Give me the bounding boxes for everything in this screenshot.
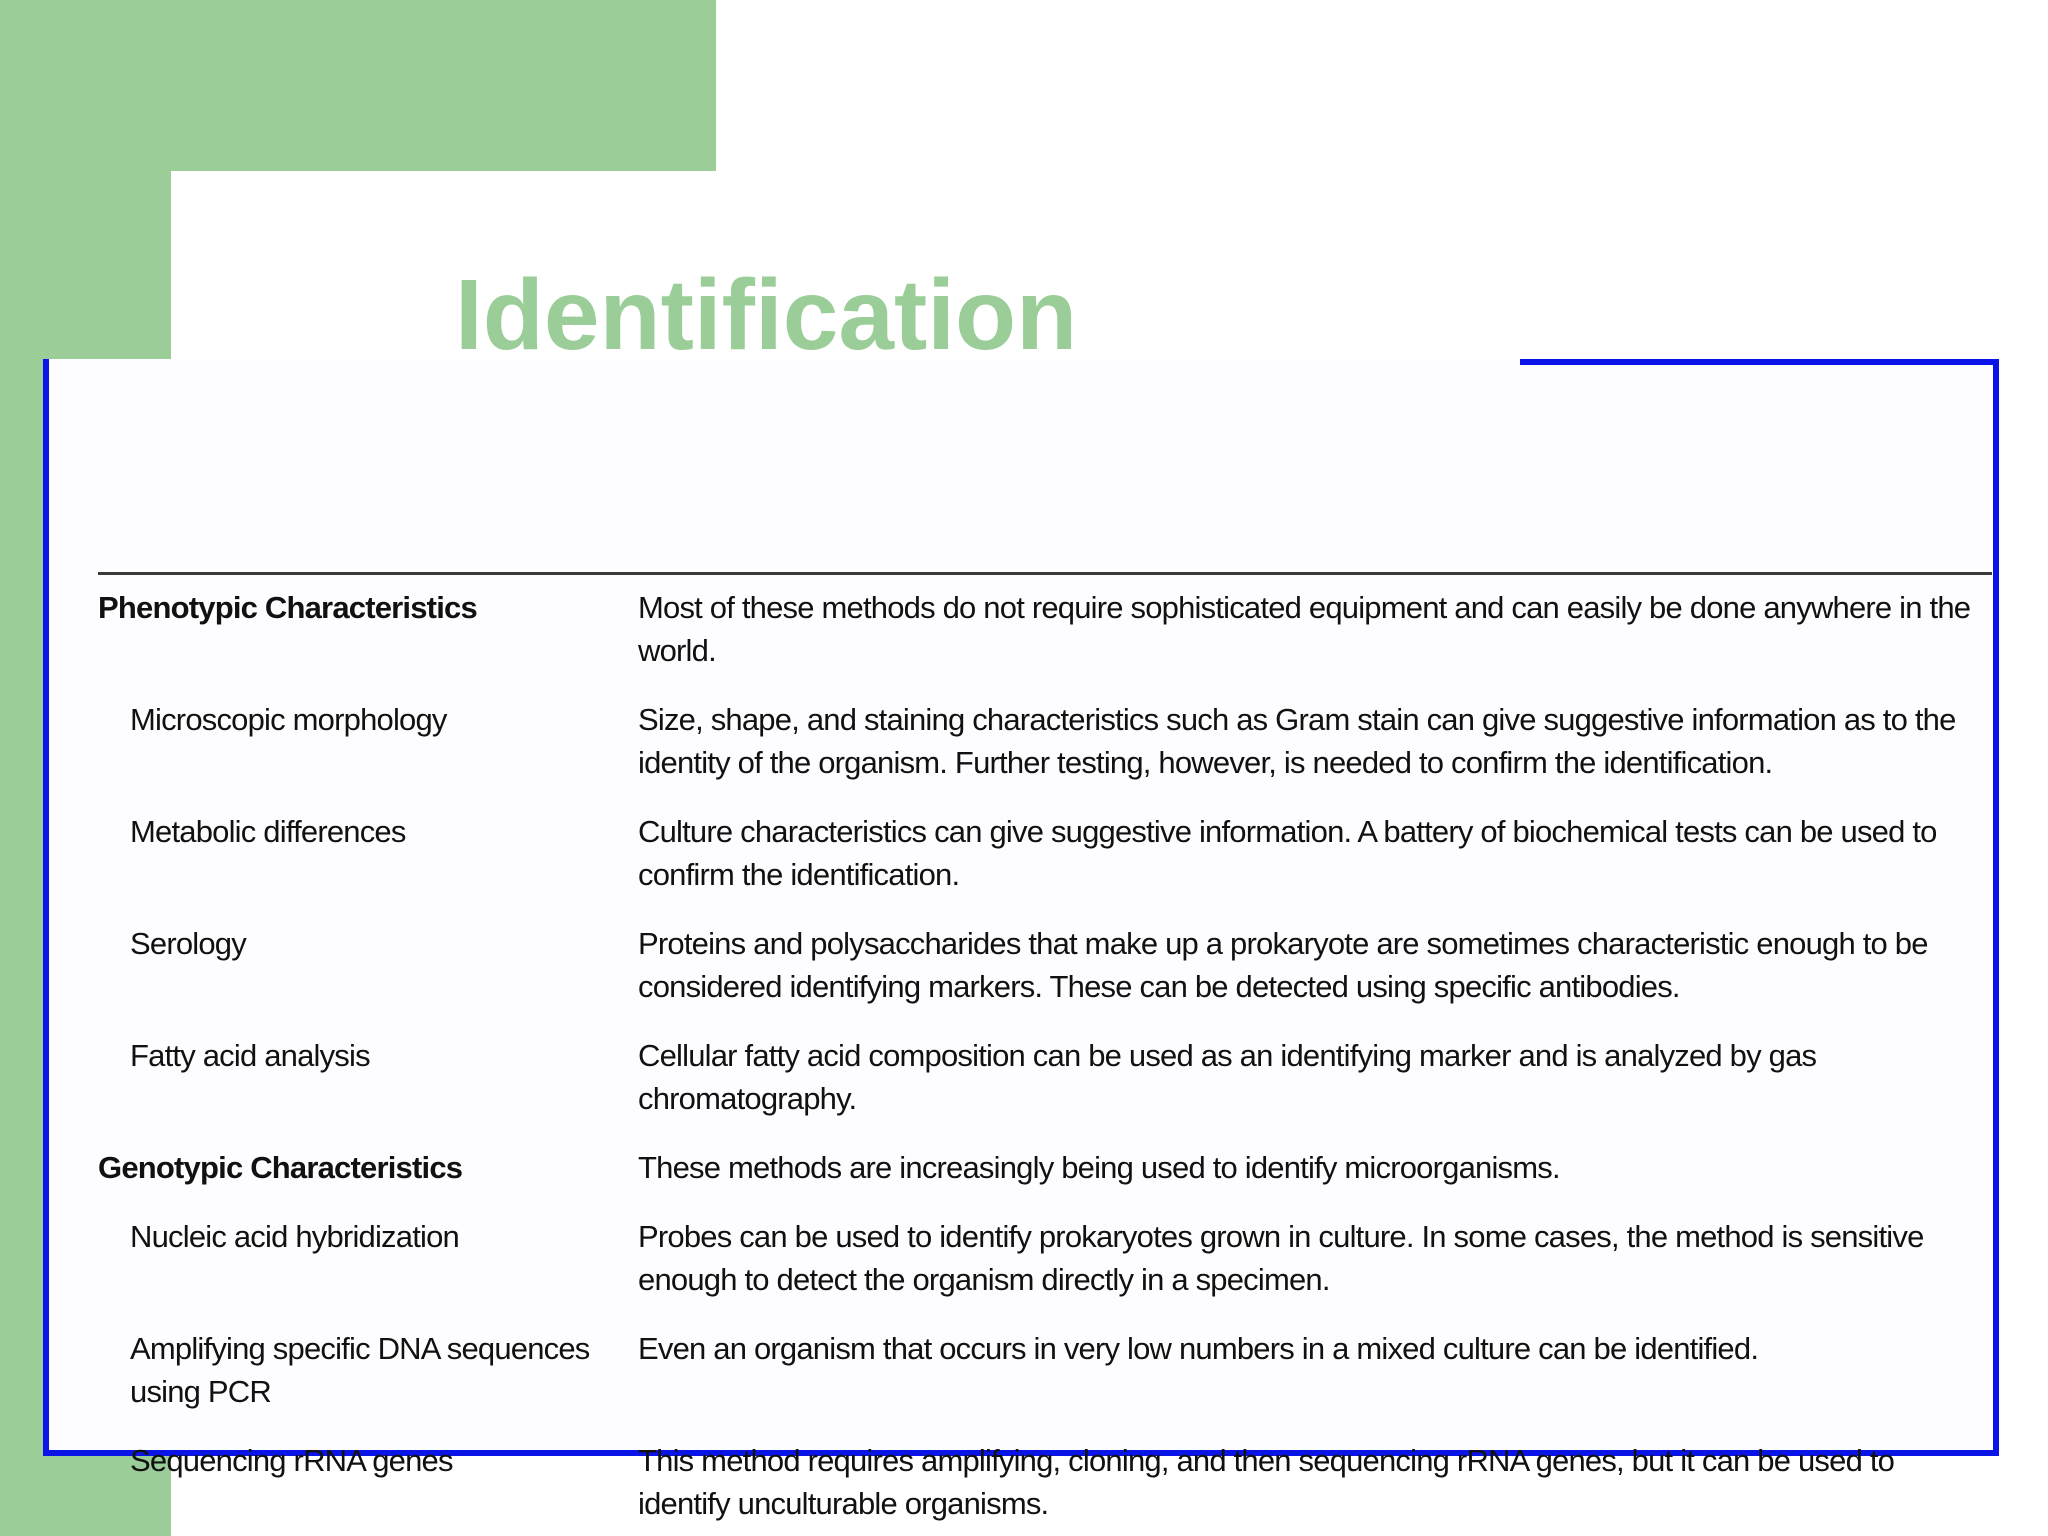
row-term: Fatty acid analysis <box>130 1038 370 1073</box>
table-row <box>98 1439 1978 1525</box>
row-description: Culture characteristics can give suggestive information. A battery of biochemical tests can be used to confirm the identification. <box>638 814 1937 892</box>
table-top-rule <box>98 572 1992 575</box>
row-term: Sequencing rRNA genes <box>130 1443 453 1478</box>
table-row <box>98 1215 1978 1301</box>
row-description: Most of these methods do not require sophisticated equipment and can easily be done anywhere in the world. <box>638 590 1971 668</box>
row-term: Phenotypic Characteristics <box>98 590 477 625</box>
row-term: Microscopic morphology <box>130 702 447 737</box>
row-term: Nucleic acid hybridization <box>130 1219 459 1254</box>
table-row <box>98 810 1978 896</box>
table-row <box>98 922 1978 1008</box>
table-row <box>98 1034 1978 1120</box>
row-description: Probes can be used to identify prokaryotes grown in culture. In some cases, the method is sensitive enough to detect the organism directly in a specimen. <box>638 1219 1924 1297</box>
table-row <box>98 698 1978 784</box>
table-row <box>98 1146 1978 1189</box>
row-description: Cellular fatty acid composition can be used as an identifying marker and is analyzed by gas chromatography. <box>638 1038 1817 1116</box>
table-frame-top-segment <box>1520 359 1999 365</box>
row-term: Serology <box>130 926 246 961</box>
row-description: Even an organism that occurs in very low numbers in a mixed culture can be identified. <box>638 1331 1759 1366</box>
row-term: Metabolic differences <box>130 814 406 849</box>
row-term: Genotypic Characteristics <box>98 1150 463 1185</box>
row-description: Proteins and polysaccharides that make up a prokaryote are sometimes characteristic enough to be considered identifying markers. These can be detected using specific antibodies. <box>638 926 1928 1004</box>
identification-table <box>98 586 1978 1525</box>
slide-title: Identification <box>455 259 1078 371</box>
table-row <box>98 1327 1978 1413</box>
row-term: Amplifying specific DNA sequences using PCR <box>130 1331 590 1409</box>
row-description: This method requires amplifying, cloning, and then sequencing rRNA genes, but it can be used to identify unculturable organisms. <box>638 1443 1895 1521</box>
row-description: These methods are increasingly being used to identify microorganisms. <box>638 1150 1560 1185</box>
row-description: Size, shape, and staining characteristics such as Gram stain can give suggestive information as to the identity of the organism. Further testing, however, is needed to confirm the identification. <box>638 702 1956 780</box>
table-row <box>98 586 1978 672</box>
